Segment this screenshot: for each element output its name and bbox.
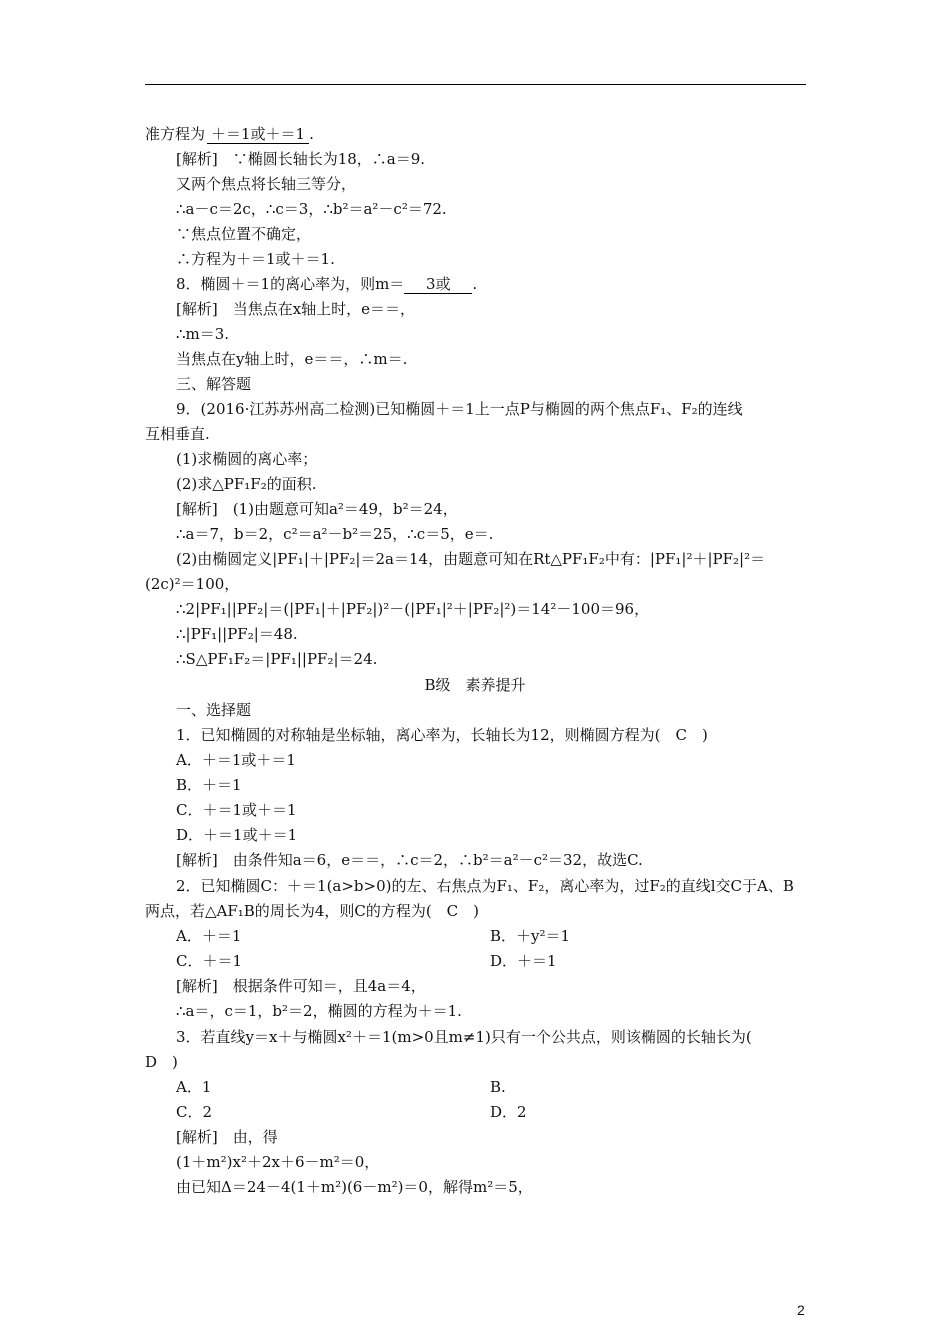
text-line: ∴a－c＝2c，∴c＝3，∴b²＝a²－c²＝72. [176,200,447,218]
text-line: D ) [145,1053,178,1071]
option-b: B. [490,1078,506,1096]
text-line: ∴|PF₁||PF₂|＝48. [176,625,298,643]
page-number: 2 [797,1302,805,1318]
text-line: (2c)²＝100， [145,575,240,593]
text-line: 又两个焦点将长轴三等分， [176,175,357,193]
analysis-line: [解析] 当焦点在x轴上时，e＝＝， [176,300,416,318]
option-c: C．＋＝1或＋＝1 [176,801,297,819]
text-line: ∴m＝3. [176,325,230,343]
option-b: B．＋y²＝1 [490,927,571,945]
option-a: A．＋＝1或＋＝1 [176,751,296,769]
section-heading: 三、解答题 [176,375,252,393]
text-line: ∴方程为＋＝1或＋＝1. [176,250,335,268]
answer-blank: ＋＝1或＋＝1 [207,126,309,144]
analysis-line: [解析] 根据条件可知＝，且4a＝4， [176,977,426,995]
analysis-line: [解析] 由条件知a＝6，e＝＝，∴c＝2，∴b²＝a²－c²＝32，故选C. [176,851,643,869]
analysis-line: [解析] 由，得 [176,1128,278,1146]
question-1: 1．已知椭圆的对称轴是坐标轴，离心率为，长轴长为12，则椭圆方程为( C ) [176,726,708,744]
option-a: A．1 [176,1078,212,1096]
section-heading: 一、选择题 [176,701,252,719]
text-line: ∴2|PF₁||PF₂|＝(|PF₁|＋|PF₂|)²－(|PF₁|²＋|PF₂|²)＝14²－100＝96， [176,600,650,618]
question-3: 3．若直线y＝x＋与椭圆x²＋＝1(m>0且m≠1)只有一个公共点，则该椭圆的长轴长为( [176,1028,752,1046]
header-rule [145,84,806,85]
analysis-line: [解析] ∵椭圆长轴长为18，∴a＝9. [176,150,426,168]
option-d: D．2 [490,1103,527,1121]
text-line: (2)由椭圆定义|PF₁|＋|PF₂|＝2a＝14，由题意可知在Rt△PF₁F₂中有：|PF₁|²＋|PF₂|²＝ [176,550,766,568]
question-8: 8．椭圆＋＝1的离心率为，则m＝ 3或 . [176,275,478,293]
text-line: 互相垂直. [145,425,210,443]
text-line: (2)求△PF₁F₂的面积. [176,475,317,493]
option-c: C．＋＝1 [176,952,243,970]
option-c: C．2 [176,1103,213,1121]
option-d: D．＋＝1或＋＝1 [176,826,298,844]
answer-blank: 3或 [404,276,472,294]
text-line: 由已知Δ＝24－4(1＋m²)(6－m²)＝0，解得m²＝5， [176,1178,533,1196]
analysis-line: [解析] (1)由题意可知a²＝49，b²＝24， [176,500,458,518]
level-heading: B级 素养提升 [424,676,526,694]
option-d: D．＋＝1 [490,952,557,970]
text-line: 两点，若△AF₁B的周长为4，则C的方程为( C ) [145,902,480,920]
text-line: ∴a＝7，b＝2，c²＝a²－b²＝25，∴c＝5，e＝. [176,525,494,543]
text-line: 当焦点在y轴上时，e＝＝，∴m＝. [176,350,408,368]
question-9: 9．(2016·江苏苏州高二检测)已知椭圆＋＝1上一点P与椭圆的两个焦点F₁、F₂的连线 [176,400,743,418]
option-a: A．＋＝1 [176,927,242,945]
question-2: 2．已知椭圆C：＋＝1(a>b>0)的左、右焦点为F₁、F₂，离心率为，过F₂的直线l交C于A、B [176,877,794,895]
option-b: B．＋＝1 [176,776,242,794]
text-line: (1＋m²)x²＋2x＋6－m²＝0， [176,1153,380,1171]
text-line: ∴S△PF₁F₂＝|PF₁||PF₂|＝24. [176,650,378,668]
line-q7-answer: 准方程为 ＋＝1或＋＝1 . [145,125,314,143]
text-line: ∵焦点位置不确定， [176,225,312,243]
text-line: ∴a＝，c＝1，b²＝2，椭圆的方程为＋＝1. [176,1002,462,1020]
text-line: (1)求椭圆的离心率； [176,450,318,468]
